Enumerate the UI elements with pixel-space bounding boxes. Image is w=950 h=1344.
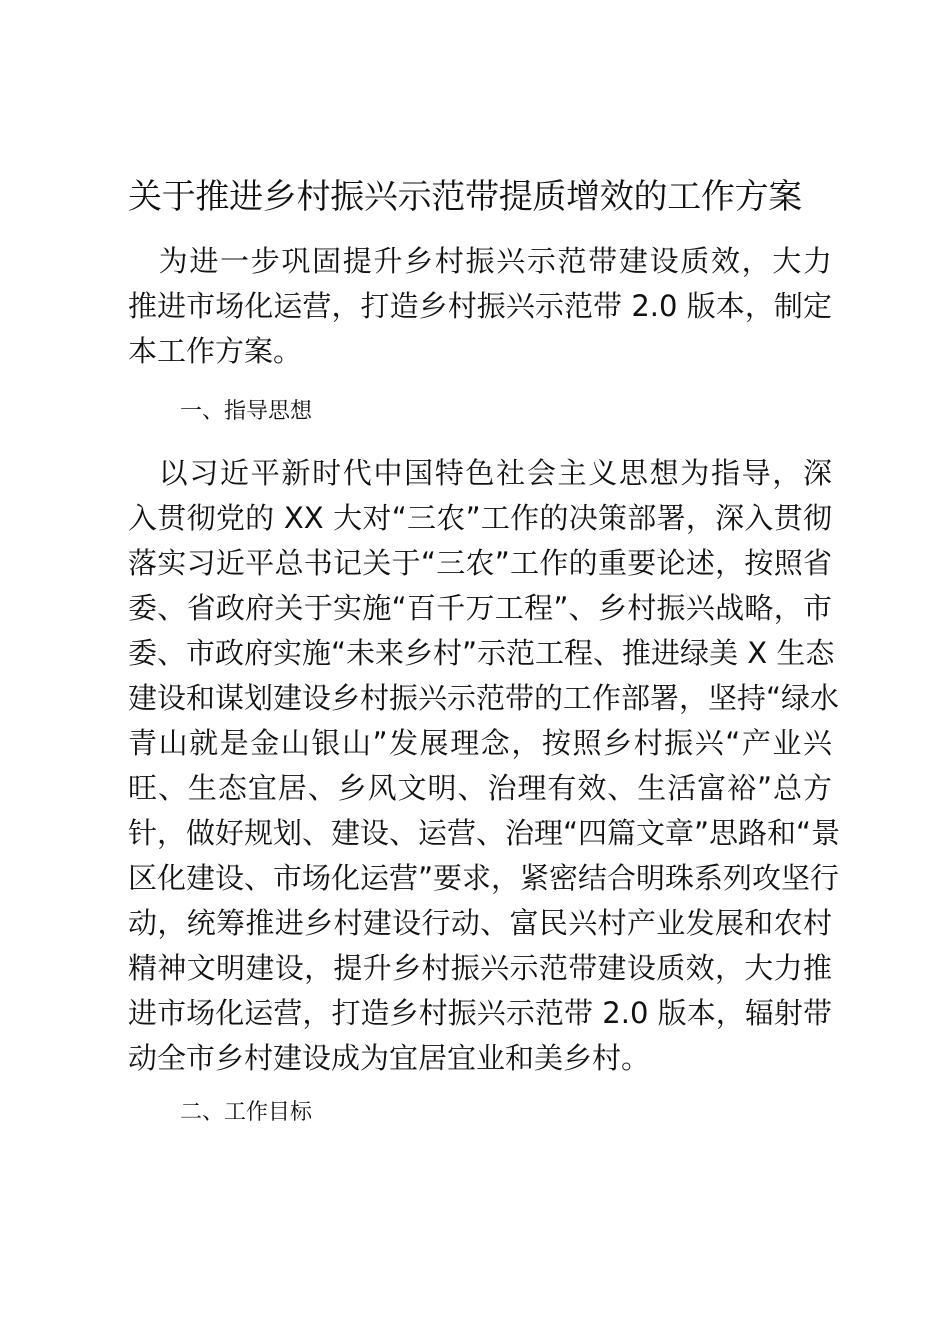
- paragraph-line: 区化建设、市场化运营”要求，紧密结合明珠系列攻坚行: [128, 861, 840, 895]
- intro-paragraph: [128, 239, 832, 374]
- paragraph-line: 旺、生态宜居、乡风文明、治理有效、生活富裕”总方: [128, 771, 832, 805]
- paragraph-line: 委、市政府实施“未来乡村”示范工程、推进绿美 X 生态: [128, 636, 835, 670]
- paragraph-line: 精神文明建设，提升乡村振兴示范带建设质效，大力推: [128, 951, 832, 985]
- section-heading-work-goals: 二、工作目标: [180, 1100, 313, 1125]
- paragraph-line: 本工作方案。: [128, 334, 303, 368]
- paragraph-line: 建设和谋划建设乡村振兴示范带的工作部署，坚持“绿水: [128, 681, 840, 715]
- section-heading-guiding-ideology: 一、指导思想: [180, 399, 313, 424]
- paragraph-line: 针，做好规划、建设、运营、治理“四篇文章”思路和“景: [128, 816, 841, 850]
- paragraph-line: 动全市乡村建设成为宜居宜业和美乡村。: [128, 1041, 651, 1075]
- guiding-ideology-paragraph: [128, 451, 841, 1081]
- paragraph-line: 落实习近平总书记关于“三农”工作的重要论述，按照省: [128, 546, 832, 580]
- paragraph-line: 以习近平新时代中国特色社会主义思想为指导，深: [128, 456, 832, 490]
- paragraph-line: 动，统筹推进乡村建设行动、富民兴村产业发展和农村: [128, 906, 832, 940]
- paragraph-line: 为进一步巩固提升乡村振兴示范带建设质效，大力: [128, 244, 832, 278]
- paragraph-line: 推进市场化运营，打造乡村振兴示范带 2.0 版本，制定: [128, 289, 832, 323]
- document-title: 关于推进乡村振兴示范带提质增效的工作方案: [128, 177, 802, 217]
- paragraph-line: 委、省政府关于实施“百千万工程”、乡村振兴战略，市: [128, 591, 832, 625]
- paragraph-line: 入贯彻党的 XX 大对“三农”工作的决策部署，深入贯彻: [128, 501, 832, 535]
- paragraph-line: 青山就是金山银山”发展理念，按照乡村振兴“产业兴: [128, 726, 832, 760]
- paragraph-line: 进市场化运营，打造乡村振兴示范带 2.0 版本，辐射带: [128, 996, 832, 1030]
